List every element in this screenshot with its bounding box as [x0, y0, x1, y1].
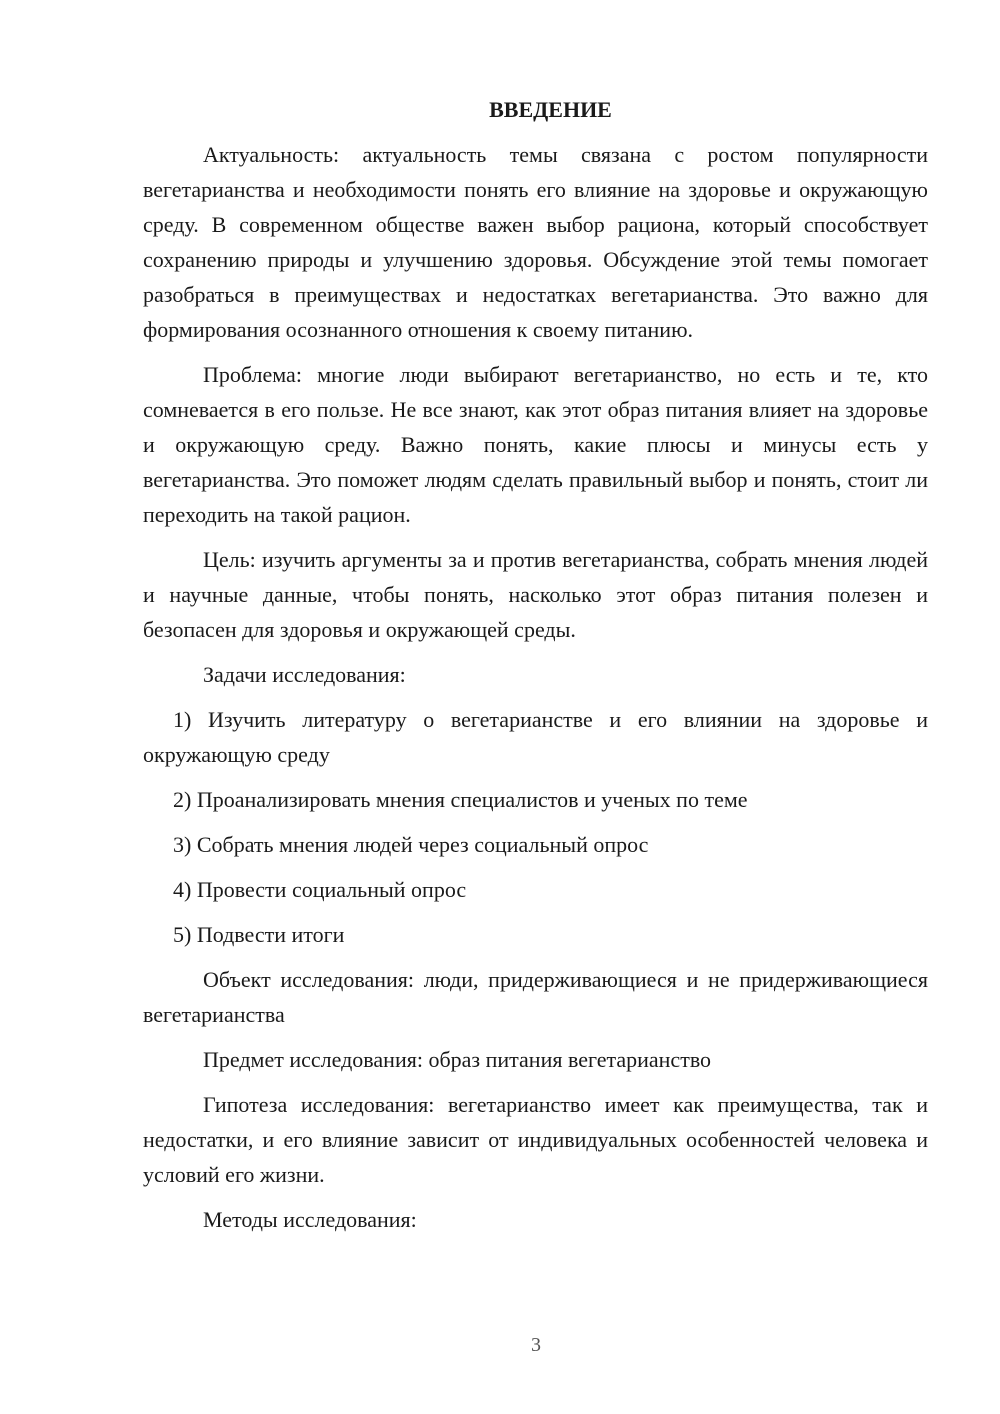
task-item-4: 4) Провести социальный опрос — [173, 877, 467, 902]
page-number: 3 — [531, 1334, 541, 1356]
paragraph-hypothesis: Гипотеза исследования: вегетарианство имеет как преимущества, так и недостатки, и его влияние зависит от индивидуальных особенностей человека и условий его жизни. — [143, 1092, 928, 1187]
paragraph-subject: Предмет исследования: образ питания вегетарианство — [203, 1047, 712, 1072]
paragraph-goal: Цель: изучить аргументы за и против вегетарианства, собрать мнения людей и научные данные, чтобы понять, насколько этот образ питания полезен и безопасен для здоровья и окружающей среды. — [143, 547, 928, 642]
paragraph-relevance: Актуальность: актуальность темы связана с ростом популярности вегетарианства и необходимости понять его влияние на здоровье и окружающую среду. В современном обществе важен выбор рациона, который способствует сохранению природы и улучшению здоровья. Обсуждение этой темы помогает разобраться в преимуществах и недостатках вегетарианства. Это важно для формирования осознанного отношения к своему питанию. — [143, 142, 928, 342]
task-item-3: 3) Собрать мнения людей через социальный опрос — [173, 832, 649, 857]
document-page — [143, 92, 928, 1247]
paragraph-object: Объект исследования: люди, придерживающиеся и не придерживающиеся вегетарианства — [143, 967, 928, 1027]
page-title: ВВЕДЕНИЕ — [489, 97, 612, 122]
paragraph-problem: Проблема: многие люди выбирают вегетарианство, но есть и те, кто сомневается в его пользе. Не все знают, как этот образ питания влияет на здоровье и окружающую среду. Важно понять, какие плюсы и минусы есть у вегетарианства. Это поможет людям сделать правильный выбор и понять, стоит ли переходить на такой рацион. — [143, 362, 928, 527]
tasks-heading: Задачи исследования: — [203, 662, 406, 687]
methods-heading: Методы исследования: — [203, 1207, 417, 1232]
task-item-2: 2) Проанализировать мнения специалистов и ученых по теме — [173, 787, 748, 812]
task-item-1: 1) Изучить литературу о вегетарианстве и его влиянии на здоровье и окружающую среду — [143, 707, 928, 767]
task-item-5: 5) Подвести итоги — [173, 922, 345, 947]
